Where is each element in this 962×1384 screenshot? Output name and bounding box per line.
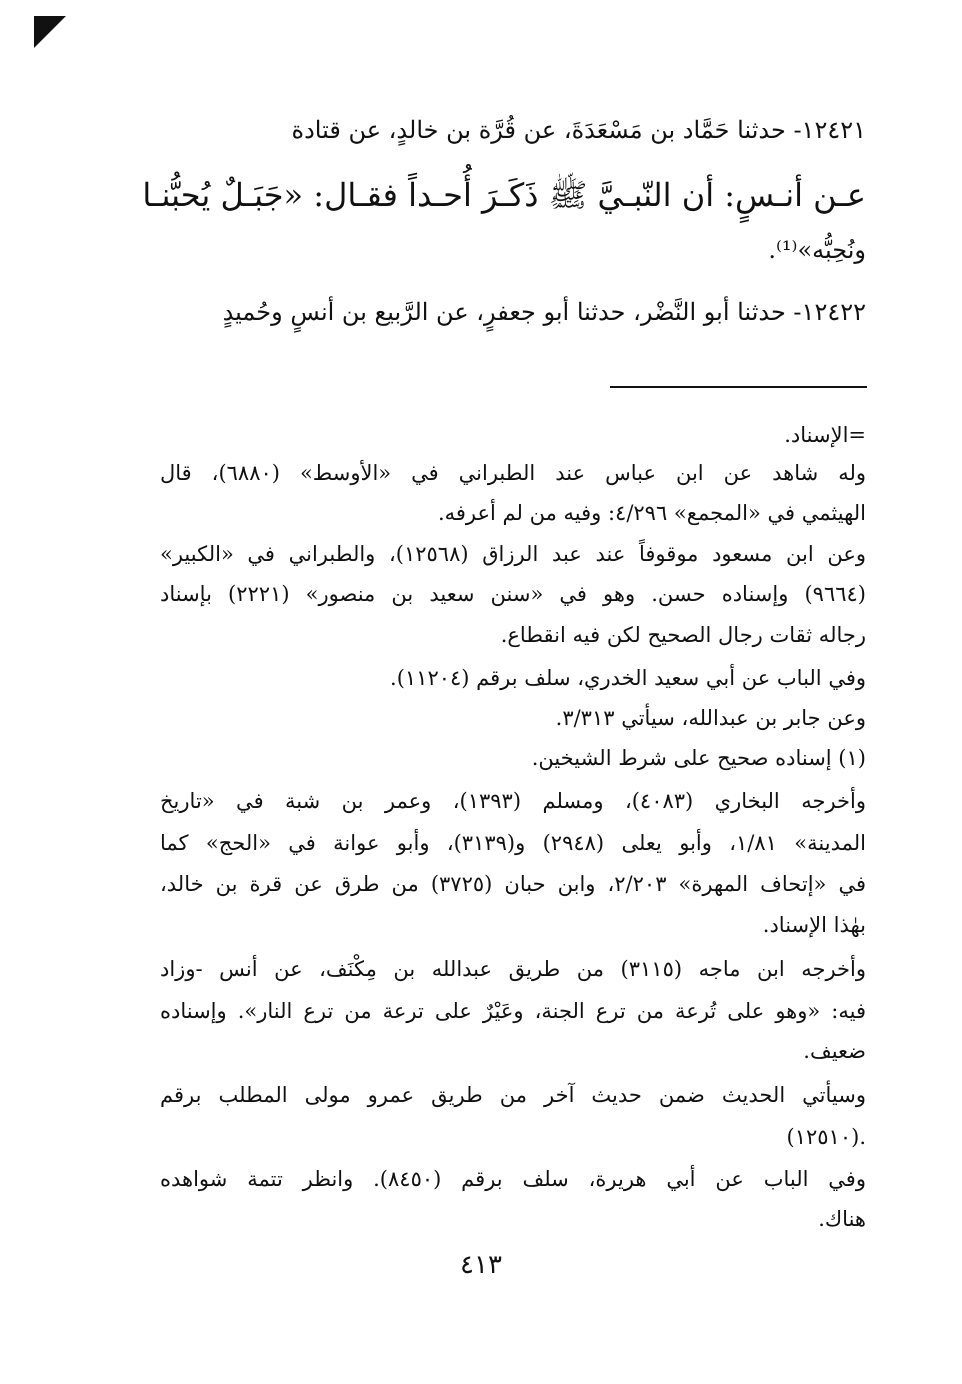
footnote-line: (١٢٥١٠). bbox=[786, 1125, 866, 1149]
footnote-line: بهٰذا الإسناد. bbox=[762, 913, 866, 937]
footnote-line: في «إتحاف المهرة» ٢/٢٠٣، وابن حبان (٣٧٢٥) من طرق عن قرة بن خالد، bbox=[160, 872, 866, 896]
footnote-line: =الإسناد. bbox=[784, 423, 866, 447]
hadith-12421-line-2: عـن أنـسٍ: أن النّبـيَّ ﷺ ذَكَـرَ أُحـداً فقـال: «جَبَـلٌ يُحبُّنـا bbox=[142, 176, 866, 214]
footnote-line: الهيثمي في «المجمع» ٤/٢٩٦: وفيه من لم أعرفه. bbox=[437, 501, 866, 525]
corner-mark-icon bbox=[34, 16, 66, 48]
footnote-line: وله شاهد عن ابن عباس عند الطبراني في «الأوسط» (٦٨٨٠)، قال bbox=[160, 461, 866, 485]
hadith-12422-line-1: ١٢٤٢٢- حدثنا أبو النَّضْر، حدثنا أبو جعفرٍ، عن الرَّبيع بن أنسٍ وحُميدٍ bbox=[222, 298, 866, 326]
hadith-12421-line-3: ونُحِبُّه»⁽¹⁾. bbox=[768, 236, 866, 264]
footnote-line: وعن ابن مسعود موقوفاً عند عبد الرزاق (١٢٥٦٨)، والطبراني في «الكبير» bbox=[160, 542, 866, 566]
footnote-line: وأخرجه ابن ماجه (٣١١٥) من طريق عبدالله بن مِكْنَف، عن أنس -وزاد bbox=[160, 957, 866, 981]
footnote-line: وسيأتي الحديث ضمن حديث آخر من طريق عمرو مولى المطلب برقم bbox=[160, 1083, 866, 1107]
footnote-line: فيه: «وهو على تُرعة من ترع الجنة، وعَيْرٌ على ترعة من ترع النار». وإسناده bbox=[160, 999, 866, 1023]
footnote-line: وفي الباب عن أبي سعيد الخدري، سلف برقم (١١٢٠٤). bbox=[390, 666, 866, 690]
footnote-divider bbox=[610, 386, 867, 388]
footnote-line: وفي الباب عن أبي هريرة، سلف برقم (٨٤٥٠). وانظر تتمة شواهده bbox=[160, 1167, 866, 1191]
footnote-line: وأخرجه البخاري (٤٠٨٣)، ومسلم (١٣٩٣)، وعمر بن شبة في «تاريخ bbox=[160, 789, 866, 813]
footnote-line: رجاله ثقات رجال الصحيح لكن فيه انقطاع. bbox=[500, 623, 866, 647]
footnote-line: (٩٦٦٤) وإسناده حسن. وهو في «سنن سعيد بن منصور» (٢٢٢١) بإسناد bbox=[160, 582, 866, 606]
footnote-line: ضعيف. bbox=[803, 1039, 866, 1063]
hadith-12421-line-1: ١٢٤٢١- حدثنا حَمَّاد بن مَسْعَدَةَ، عن قُرَّة بن خالدٍ، عن قتادة bbox=[291, 116, 866, 144]
footnote-line: وعن جابر بن عبدالله، سيأتي ٣/٣١٣. bbox=[555, 706, 866, 730]
footnote-line: هناك. bbox=[818, 1207, 866, 1231]
footnote-line: المدينة» ١/٨١، وأبو يعلى (٢٩٤٨) و(٣١٣٩)، وأبو عوانة في «الحج» كما bbox=[160, 831, 866, 855]
footnote-line: (١) إسناده صحيح على شرط الشيخين. bbox=[531, 746, 866, 770]
page-number: ٤١٣ bbox=[460, 1250, 502, 1280]
